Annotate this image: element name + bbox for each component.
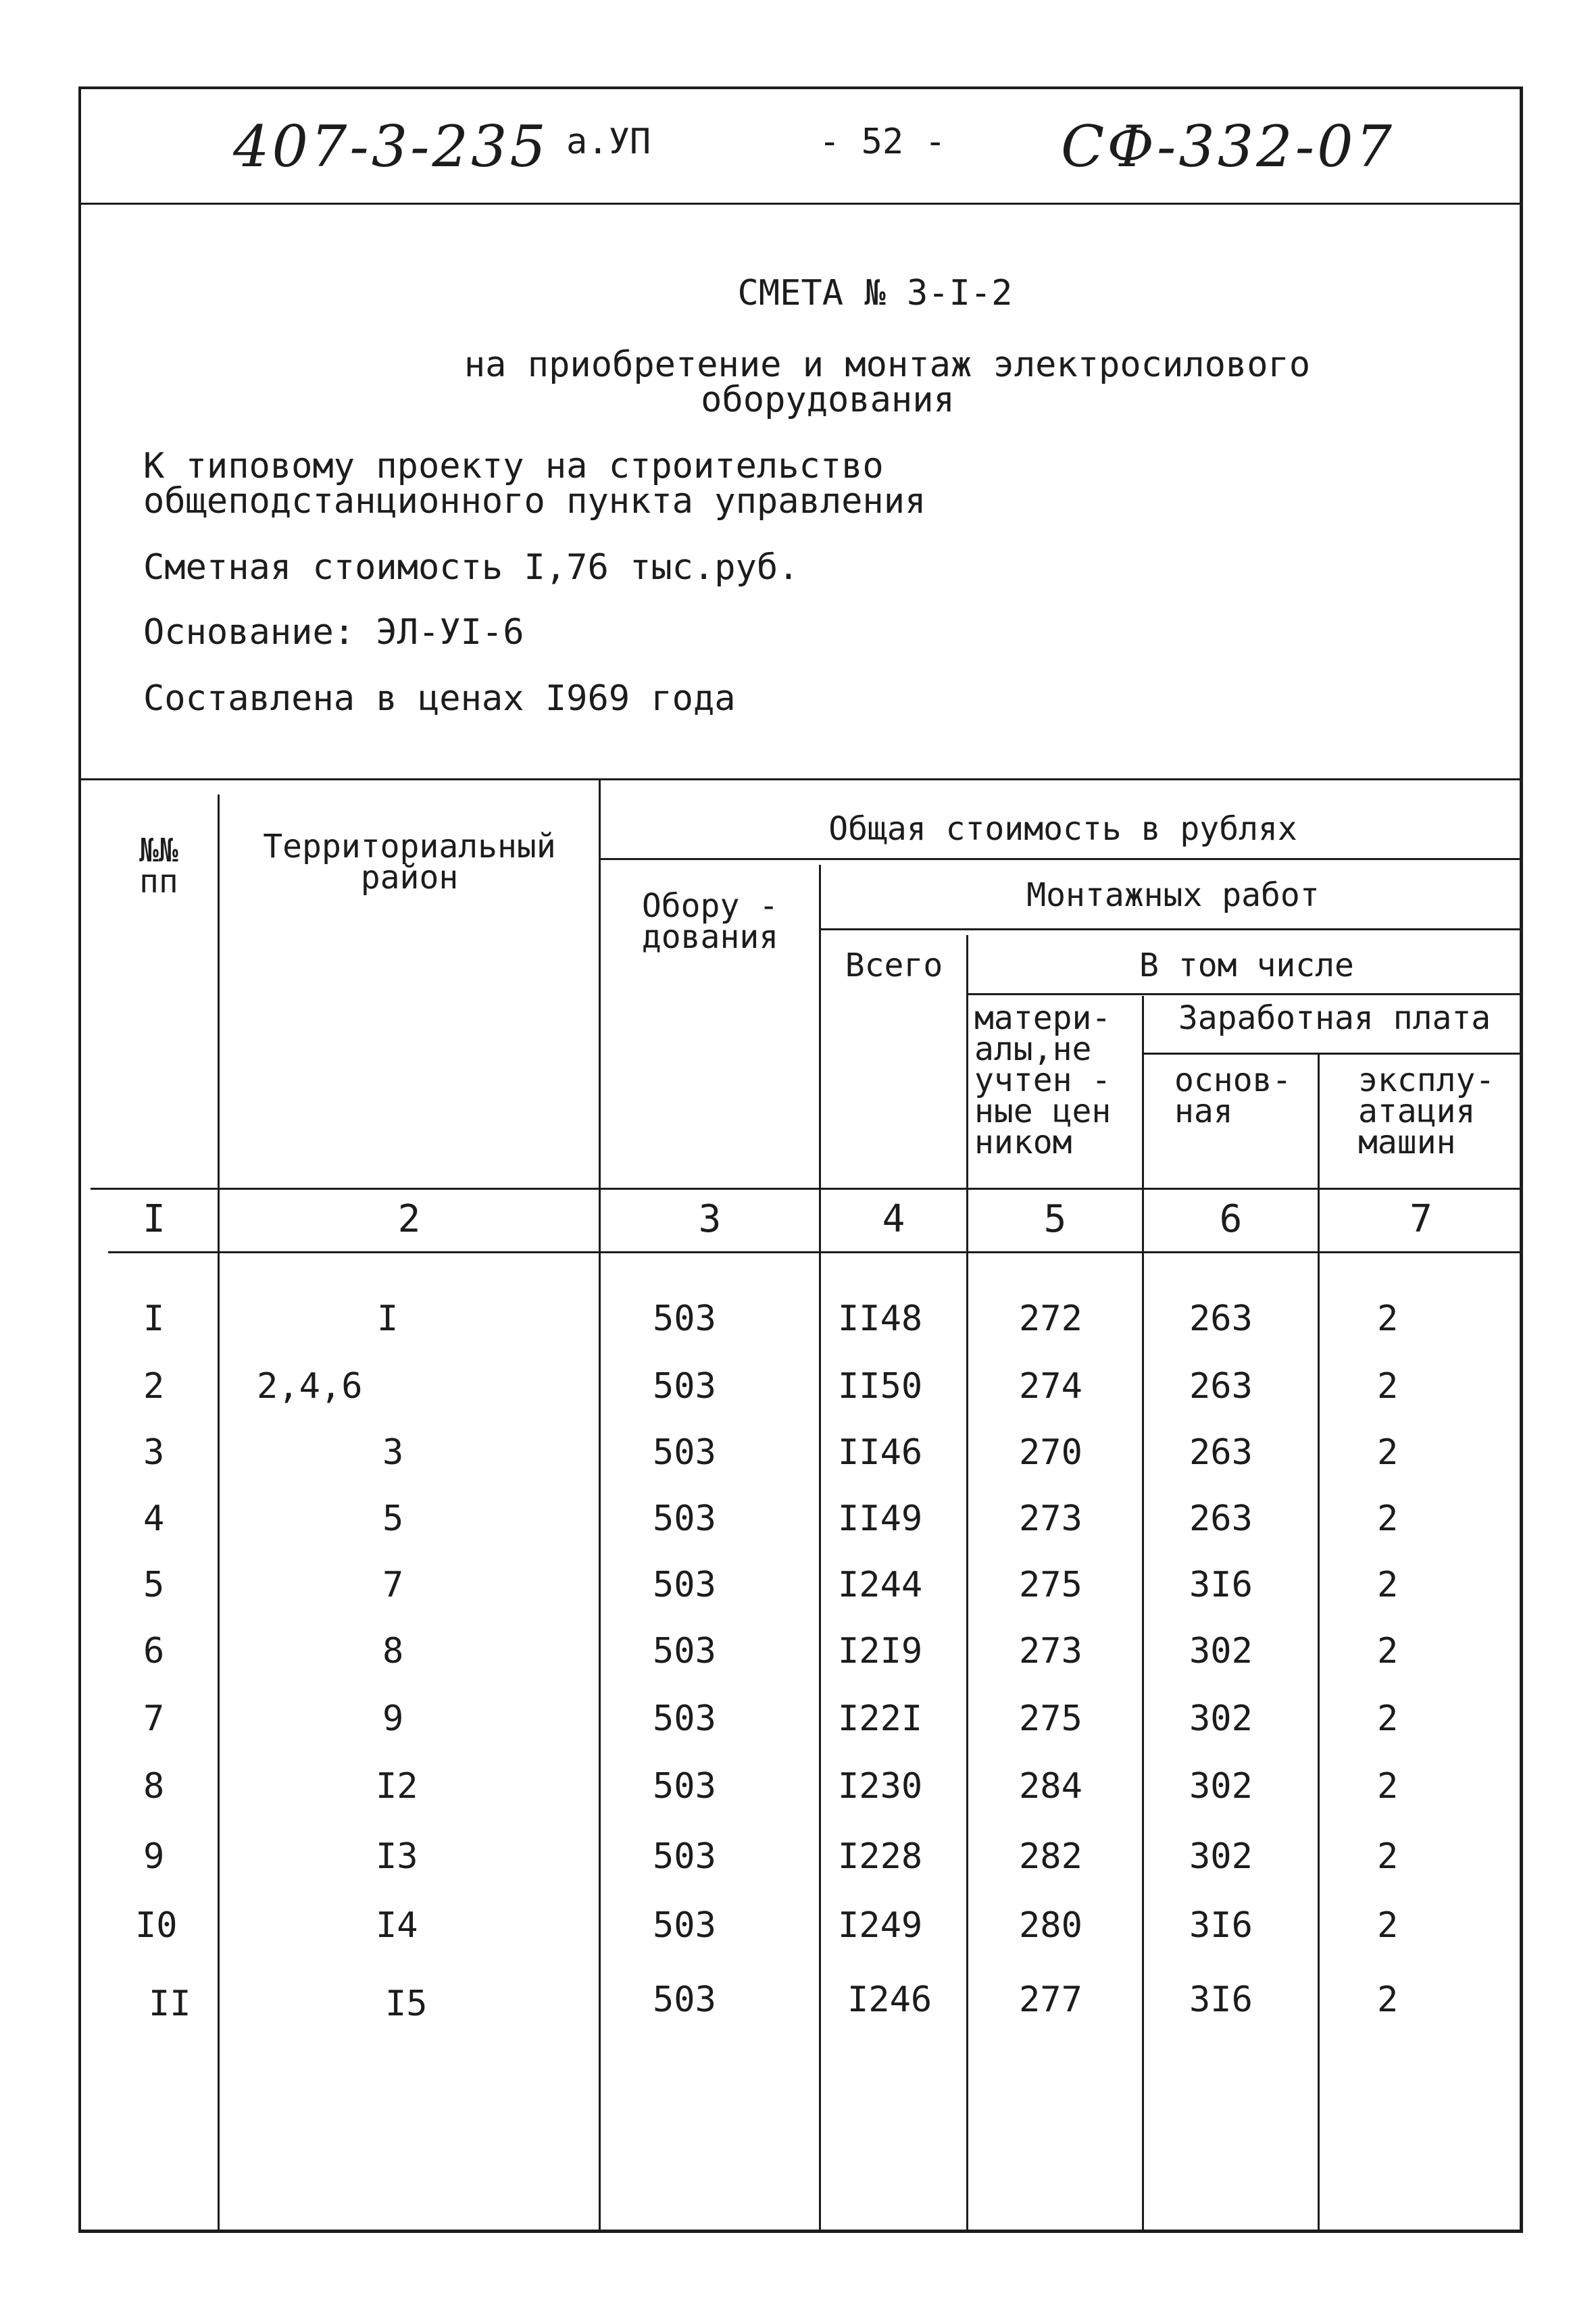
cell-total: I22I [838, 1699, 923, 1739]
column-number-2: 2 [397, 1197, 421, 1241]
cell-machines: 2 [1377, 1631, 1399, 1671]
cell-region: 5 [382, 1499, 404, 1539]
hdr-installation: Монтажных работ [1026, 876, 1320, 914]
cell-region: 9 [382, 1699, 404, 1739]
cell-region: I [377, 1299, 399, 1339]
cell-number: 9 [143, 1836, 165, 1877]
cell-materials: 274 [1019, 1366, 1082, 1407]
project-code: 407-3-235 [233, 114, 549, 180]
cell-materials: 282 [1019, 1836, 1082, 1877]
column-number-6: 6 [1219, 1197, 1243, 1241]
cell-number: 6 [143, 1631, 165, 1671]
hdr-total-cost: Общая стоимость в рублях [828, 810, 1297, 848]
cell-materials: 284 [1019, 1766, 1082, 1807]
cell-salary-basic: 3I6 [1189, 1980, 1253, 2020]
cell-total: I2I9 [838, 1631, 923, 1671]
cell-machines: 2 [1377, 1980, 1399, 2020]
cell-total: II46 [838, 1432, 923, 1473]
hdr-line-installation [820, 928, 1523, 930]
cell-materials: 273 [1019, 1631, 1082, 1671]
cell-machines: 2 [1377, 1299, 1399, 1339]
cell-total: I246 [847, 1980, 932, 2020]
project-reference-line2: общеподстанционного пункта управления [143, 481, 926, 522]
cell-equipment: 503 [653, 1299, 716, 1339]
col-divider-1 [218, 795, 220, 2232]
hdr-region: Территориальный район [263, 828, 556, 897]
hdr-equipment: Обору - дования [641, 887, 779, 956]
cell-number: 5 [143, 1565, 165, 1605]
cell-materials: 270 [1019, 1432, 1082, 1473]
cell-equipment: 503 [653, 1980, 716, 2020]
cell-number: 2 [143, 1366, 165, 1407]
table-top-border [78, 778, 1523, 780]
sheet-code: СФ-332-07 [1061, 114, 1395, 180]
hdr-materials: матери- алы,не учтен - ные цен ником [974, 999, 1112, 1161]
column-number-1: I [143, 1197, 166, 1241]
cell-region: 3 [382, 1432, 404, 1473]
cell-total: I244 [838, 1565, 923, 1605]
cell-region: 8 [382, 1631, 404, 1671]
hdr-including: В том числе [1139, 947, 1354, 984]
cell-number: I0 [135, 1905, 178, 1946]
hdr-salary: Заработная плата [1178, 999, 1491, 1037]
cell-salary-basic: 3I6 [1189, 1905, 1253, 1946]
cell-salary-basic: 302 [1189, 1631, 1253, 1671]
hdr-line-bottom [91, 1188, 1523, 1190]
cell-equipment: 503 [653, 1499, 716, 1539]
cell-total: I230 [838, 1766, 923, 1807]
cell-total: II48 [838, 1299, 923, 1339]
project-reference-line1: К типовому проекту на строительство [143, 446, 884, 486]
cell-salary-basic: 263 [1189, 1432, 1253, 1473]
cell-materials: 277 [1019, 1980, 1082, 2020]
cell-equipment: 503 [653, 1366, 716, 1407]
column-number-4: 4 [882, 1197, 905, 1241]
cell-machines: 2 [1377, 1766, 1399, 1807]
estimated-cost: Сметная стоимость I,76 тыс.руб. [143, 547, 799, 588]
cell-equipment: 503 [653, 1432, 716, 1473]
cell-salary-basic: 263 [1189, 1299, 1253, 1339]
cell-machines: 2 [1377, 1836, 1399, 1877]
column-number-3: 3 [698, 1197, 722, 1241]
hdr-number: №№ пп [139, 832, 178, 901]
cell-salary-basic: 302 [1189, 1766, 1253, 1807]
hdr-machine-operation: эксплу- атация машин [1358, 1061, 1495, 1161]
cell-machines: 2 [1377, 1366, 1399, 1407]
cell-salary-basic: 3I6 [1189, 1565, 1253, 1605]
hdr-line-total [600, 858, 1523, 860]
cell-salary-basic: 302 [1189, 1836, 1253, 1877]
cell-machines: 2 [1377, 1905, 1399, 1946]
document-subject-line2: оборудования [701, 380, 955, 420]
hdr-line-salary [1143, 1053, 1523, 1055]
album-label: а.УП [566, 122, 651, 162]
cell-total: I228 [838, 1836, 923, 1877]
hdr-line-including [968, 993, 1523, 995]
cell-equipment: 503 [653, 1766, 716, 1807]
cell-number: I [143, 1299, 165, 1339]
cell-number: 4 [143, 1499, 165, 1539]
cell-equipment: 503 [653, 1905, 716, 1946]
cell-salary-basic: 263 [1189, 1366, 1253, 1407]
cell-equipment: 503 [653, 1699, 716, 1739]
page-number: - 52 - [819, 122, 946, 162]
header-divider [78, 203, 1523, 205]
cell-machines: 2 [1377, 1432, 1399, 1473]
cell-materials: 275 [1019, 1565, 1082, 1605]
cell-region: I3 [376, 1836, 418, 1877]
cell-materials: 280 [1019, 1905, 1082, 1946]
cell-region: I4 [376, 1905, 418, 1946]
cell-salary-basic: 263 [1189, 1499, 1253, 1539]
cell-region: 7 [382, 1565, 404, 1605]
cell-region: I2 [376, 1766, 418, 1807]
price-level: Составлена в ценах I969 года [143, 678, 736, 719]
cell-number: 3 [143, 1432, 165, 1473]
col-divider-5 [1142, 996, 1144, 2232]
cell-region: 2,4,6 [257, 1366, 363, 1407]
cell-total: II49 [838, 1499, 923, 1539]
col-divider-4 [966, 935, 968, 2232]
cell-machines: 2 [1377, 1499, 1399, 1539]
hdr-salary-basic: основ- ная [1174, 1061, 1292, 1130]
estimate-basis: Основание: ЭЛ-УI-6 [143, 612, 524, 653]
cell-materials: 275 [1019, 1699, 1082, 1739]
cell-number: II [149, 1984, 191, 2024]
cell-total: I249 [838, 1905, 923, 1946]
colnum-line-bottom [108, 1251, 1523, 1253]
cell-equipment: 503 [653, 1631, 716, 1671]
cell-materials: 272 [1019, 1299, 1082, 1339]
cell-machines: 2 [1377, 1565, 1399, 1605]
cell-number: 8 [143, 1766, 165, 1807]
cell-number: 7 [143, 1699, 165, 1739]
document-title: СМЕТА № 3-I-2 [737, 273, 1013, 313]
column-number-5: 5 [1043, 1197, 1067, 1241]
cell-salary-basic: 302 [1189, 1699, 1253, 1739]
cell-region: I5 [385, 1984, 428, 2024]
cell-equipment: 503 [653, 1836, 716, 1877]
cell-materials: 273 [1019, 1499, 1082, 1539]
col-divider-3 [819, 865, 821, 2232]
cell-equipment: 503 [653, 1565, 716, 1605]
cell-total: II50 [838, 1366, 923, 1407]
col-divider-2 [599, 778, 601, 2232]
cell-machines: 2 [1377, 1699, 1399, 1739]
document-subject-line1: на приобретение и монтаж электросилового [464, 345, 1311, 385]
column-number-7: 7 [1410, 1197, 1432, 1241]
hdr-all: Всего [845, 947, 943, 984]
